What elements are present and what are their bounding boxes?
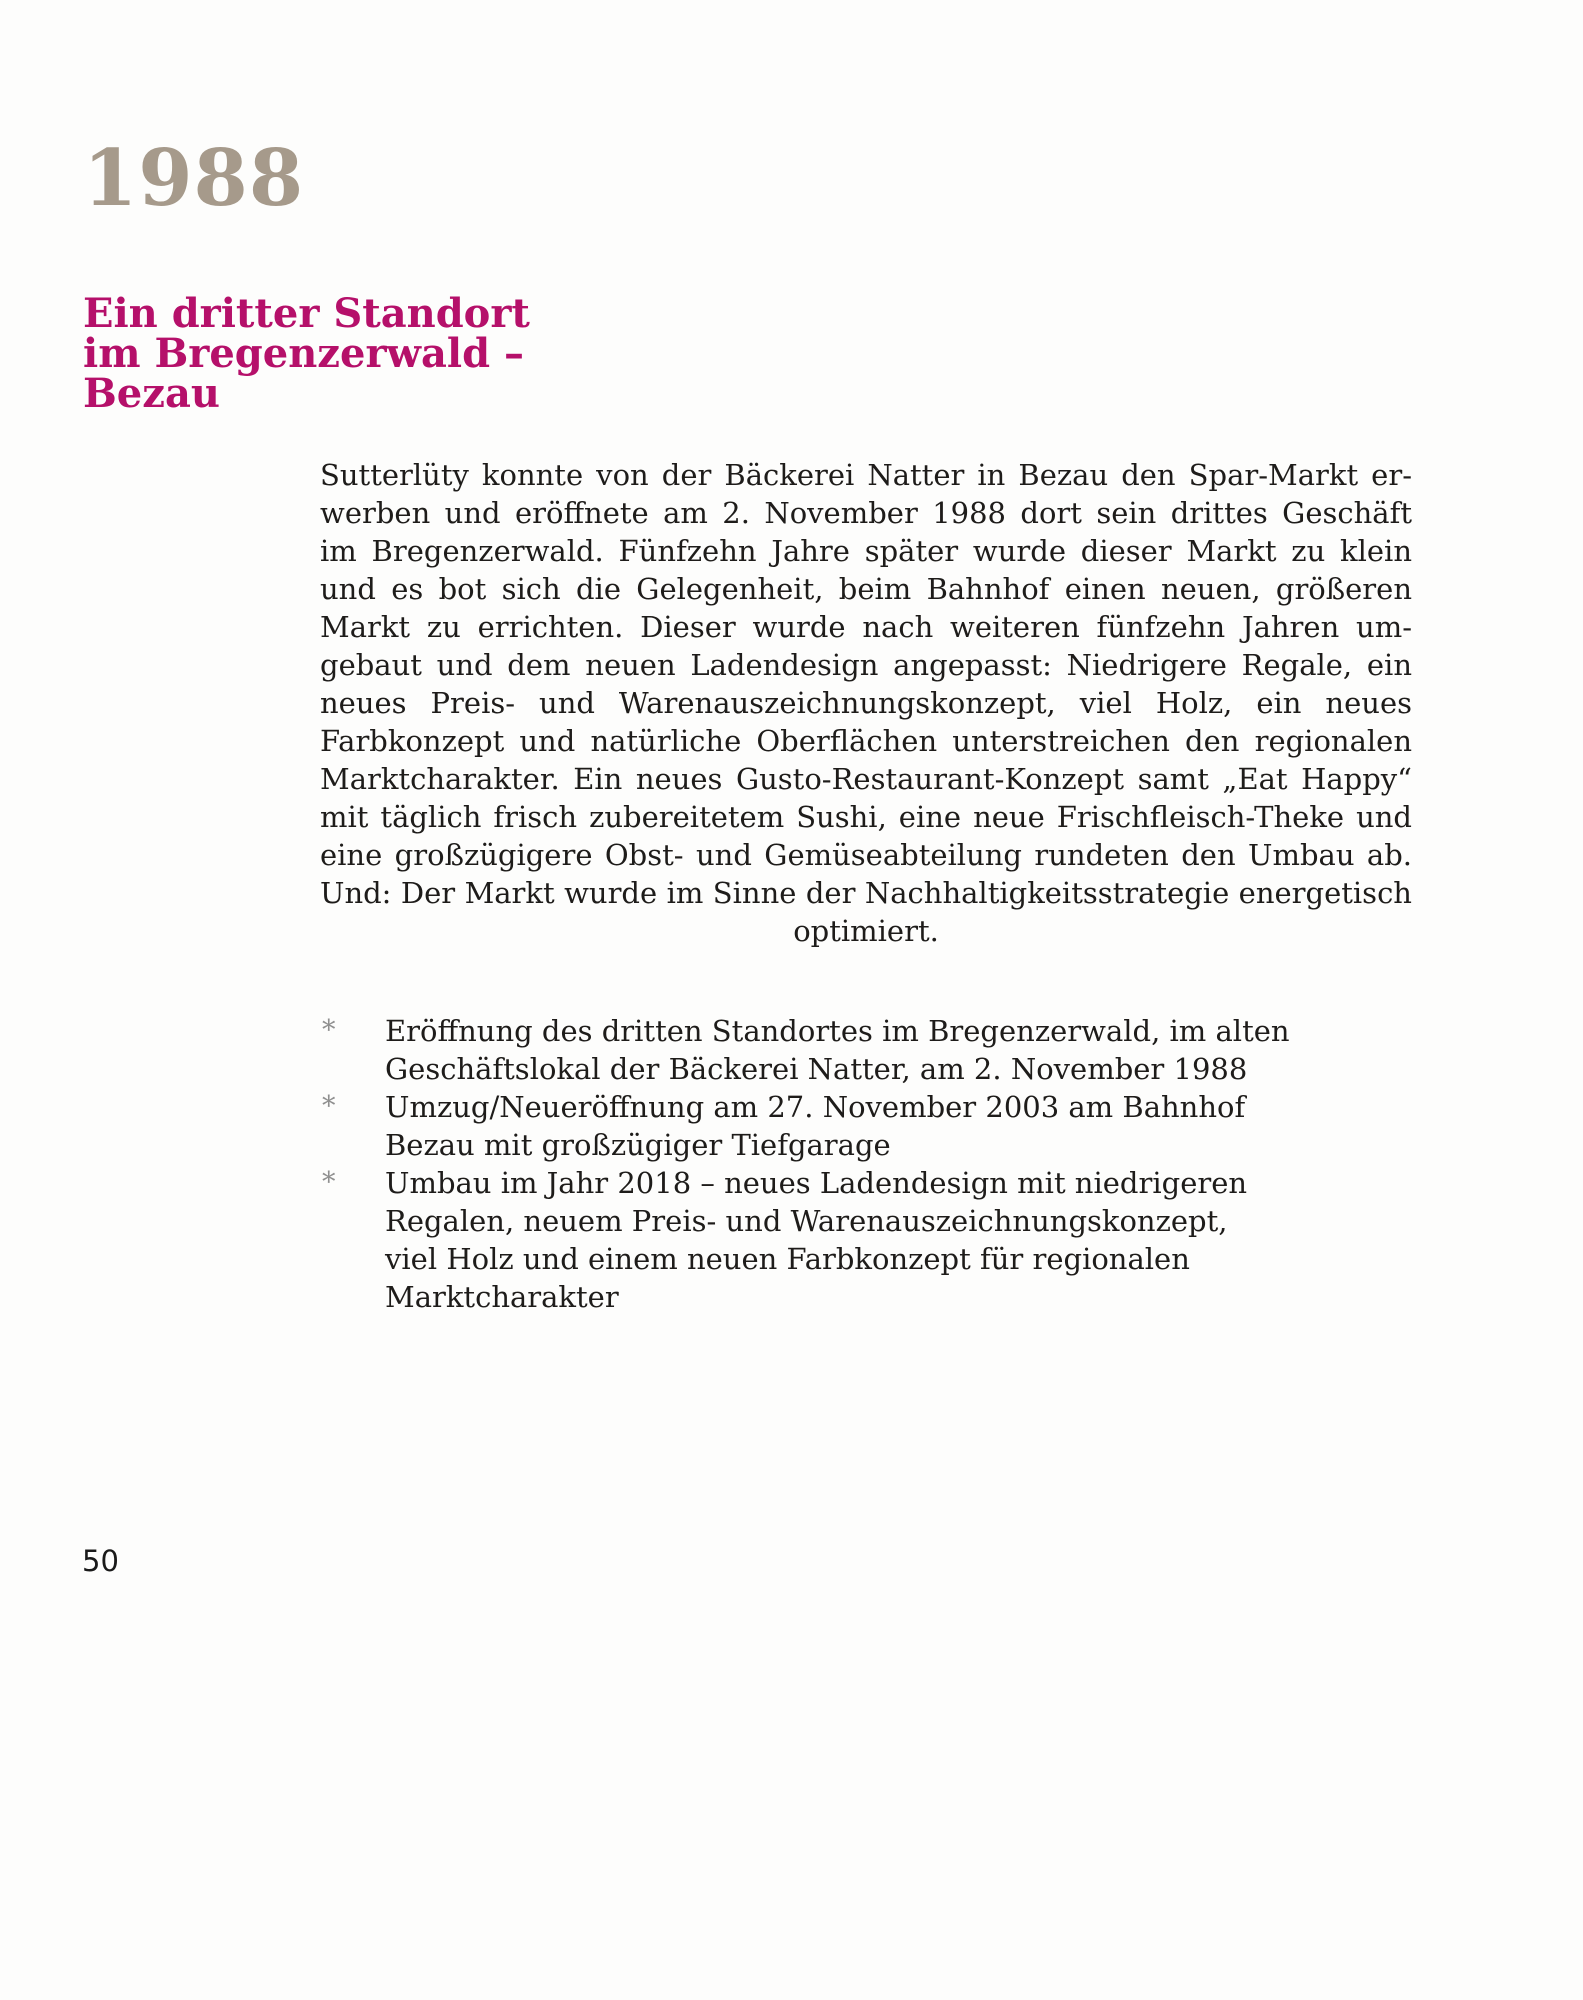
paragraph-line: Marktcharakter. Ein neues Gusto-Restaurant-Konzept samt „Eat Happy“ bbox=[320, 762, 1412, 796]
asterisk-bullet-icon: * bbox=[322, 1167, 336, 1198]
list-item-text bbox=[385, 1164, 1414, 1316]
paragraph-line: und es bot sich die Gelegenheit, beim Bahnhof einen neuen, größeren bbox=[320, 572, 1412, 606]
subheading-line-3: Bezau bbox=[83, 370, 220, 417]
paragraph-line: im Bregenzerwald. Fünfzehn Jahre später wurde dieser Markt zu klein bbox=[320, 534, 1412, 568]
list-item-line: Bezau mit großzügiger Tiefgarage bbox=[385, 1128, 891, 1162]
list-item-line: Regalen, neuem Preis- und Warenauszeichnungskonzept, bbox=[385, 1204, 1228, 1238]
paragraph-line: eine großzügigere Obst- und Gemüseabteilung rundeten den Umbau ab. bbox=[320, 838, 1412, 872]
paragraph-line: Sutterlüty konnte von der Bäckerei Natter in Bezau den Spar-Markt er- bbox=[320, 458, 1412, 492]
paragraph-line: werben und eröffnete am 2. November 1988 dort sein drittes Geschäft bbox=[320, 496, 1412, 530]
list-item bbox=[322, 1164, 1414, 1316]
asterisk-bullet-icon: * bbox=[322, 1015, 336, 1046]
paragraph-last-line: optimiert. bbox=[793, 914, 939, 948]
list-item-line: Eröffnung des dritten Standortes im Bregenzerwald, im alten bbox=[385, 1014, 1290, 1048]
body-paragraph bbox=[320, 456, 1412, 950]
paragraph-line: Markt zu errichten. Dieser wurde nach weiteren fünfzehn Jahren um- bbox=[320, 610, 1412, 644]
section-subheading bbox=[83, 290, 530, 417]
subheading-line-2: im Bregenzerwald – bbox=[83, 330, 524, 377]
list-item-line: Marktcharakter bbox=[385, 1280, 619, 1314]
page-number: 50 bbox=[82, 1544, 119, 1578]
list-item-line: Umzug/Neueröffnung am 27. November 2003 am Bahnhof bbox=[385, 1090, 1246, 1124]
list-item-line: Geschäftslokal der Bäckerei Natter, am 2. November 1988 bbox=[385, 1052, 1248, 1086]
list-item-line: viel Holz und einem neuen Farbkonzept für regionalen bbox=[385, 1242, 1190, 1276]
paragraph-line: neues Preis- und Warenauszeichnungskonzept, viel Holz, ein neues bbox=[320, 686, 1412, 720]
subheading-line-1: Ein dritter Standort bbox=[83, 290, 530, 337]
list-item bbox=[322, 1012, 1414, 1088]
asterisk-bullet-icon: * bbox=[322, 1091, 336, 1122]
paragraph-line: gebaut und dem neuen Ladendesign angepasst: Niedrigere Regale, ein bbox=[320, 648, 1412, 682]
paragraph-line: mit täglich frisch zubereitetem Sushi, eine neue Frischfleisch-Theke und bbox=[320, 800, 1412, 834]
year-heading: 1988 bbox=[83, 133, 305, 224]
list-item-text bbox=[385, 1012, 1414, 1088]
bullet-list bbox=[322, 1012, 1414, 1316]
paragraph-line: Und: Der Markt wurde im Sinne der Nachhaltigkeitsstrategie energetisch bbox=[320, 876, 1412, 910]
paragraph-line: Farbkonzept und natürliche Oberflächen unterstreichen den regionalen bbox=[320, 724, 1412, 758]
list-item bbox=[322, 1088, 1414, 1164]
list-item-text bbox=[385, 1088, 1414, 1164]
list-item-line: Umbau im Jahr 2018 – neues Ladendesign mit niedrigeren bbox=[385, 1166, 1248, 1200]
